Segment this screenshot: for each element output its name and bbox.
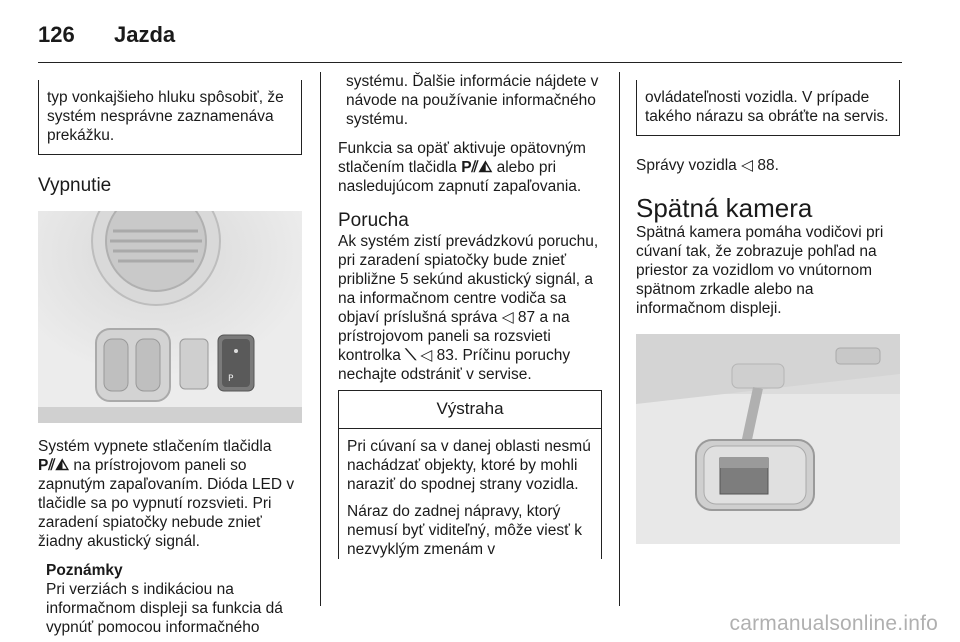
page-ref-87[interactable]: ◁ 87: [501, 309, 536, 326]
section-heading-spatna-kamera: Spätná kamera: [636, 193, 813, 223]
fault-paragraph: Ak systém zistí prevádzkovú poruchu, pri zaradení spiatočky bude znieť približne 5 sekúnd akustický signál, a na informačnom centre vodiča sa objaví príslušná správa ◁ 87 a na prístrojovom paneli sa rozsvieti kontrolka ⟍ ◁ 83. Príčinu poruchy nechajte odstrániť v servise.: [338, 233, 599, 383]
svg-text:P: P: [228, 374, 234, 384]
watermark-text: carmanualsonline.info: [729, 612, 938, 635]
dashboard-button-figure: [38, 211, 302, 423]
warning-box-continuation: [38, 80, 302, 155]
vehicle-messages-ref: Správy vozidla ◁ 88.: [636, 157, 779, 174]
column-divider: [320, 72, 321, 606]
warning-paragraph-2: Náraz do zadnej nápravy, ktorý nemusí byť viditeľný, môže viesť k nezvyklým zmenám v: [347, 503, 582, 558]
parking-assist-icon: P⫽◭: [461, 159, 493, 176]
section-heading-porucha: Porucha: [338, 210, 409, 231]
box-text: ovládateľnosti vozidla. V prípade takého nárazu sa obráťte na servis.: [645, 89, 889, 125]
column-left: [38, 72, 302, 637]
note-block: [38, 561, 302, 637]
section-heading-vypnutie: Vypnutie: [38, 175, 112, 196]
running-title: Jazda: [114, 22, 176, 47]
note-text: Pri verziách s indikáciou na informačnom displeji sa funkcia dá vypnúť pomocou informačného: [46, 581, 283, 636]
vypnutie-paragraph: Systém vypnete stlačením tlačidla P⫽◭ na prístrojovom paneli so zapnutým zapaľovaním. Dióda LED v tlačidle sa po vypnutí rozsvieti. Pri zaradení spiatočky nebude znieť žiadny akustický signál.: [38, 438, 295, 550]
rearview-mirror-figure: [636, 334, 900, 544]
page-header: [38, 18, 902, 63]
page-ref-83[interactable]: ◁ 83: [416, 347, 454, 364]
column-middle: [338, 72, 602, 559]
parking-assist-icon: P⫽◭: [38, 457, 70, 474]
note-title: Poznámky: [46, 562, 123, 579]
warning-paragraph-1: Pri cúvaní sa v danej oblasti nesmú nachádzať objekty, ktoré by mohli naraziť do spodnej strany vozidla.: [347, 438, 591, 493]
column-divider: [619, 72, 620, 606]
page-number: 126: [38, 22, 75, 47]
box-text: typ vonkajšieho hluku spôsobiť, že systém nesprávne zaznamenáva prekážku.: [47, 89, 284, 144]
warning-box: [338, 390, 602, 559]
warning-title: Výstraha: [339, 391, 601, 429]
column-right: [636, 72, 900, 544]
page-ref-88[interactable]: ◁ 88.: [741, 157, 779, 174]
continued-text: systému. Ďalšie informácie nájdete v návode na používanie informačného systému.: [346, 73, 599, 128]
warning-lamp-icon: ⟍: [405, 347, 417, 364]
camera-paragraph: Spätná kamera pomáha vodičovi pri cúvaní tak, že zobrazuje pohľad na priestor za vozidlom vo vnútornom spätnom zrkadle alebo na informačnom displeji.: [636, 224, 884, 317]
warning-box-continuation: [636, 80, 900, 136]
reactivate-paragraph: Funkcia sa opäť aktivuje opätovným stlačením tlačidla P⫽◭ alebo pri nasledujúcom zapnutí zapaľovania.: [338, 140, 586, 195]
